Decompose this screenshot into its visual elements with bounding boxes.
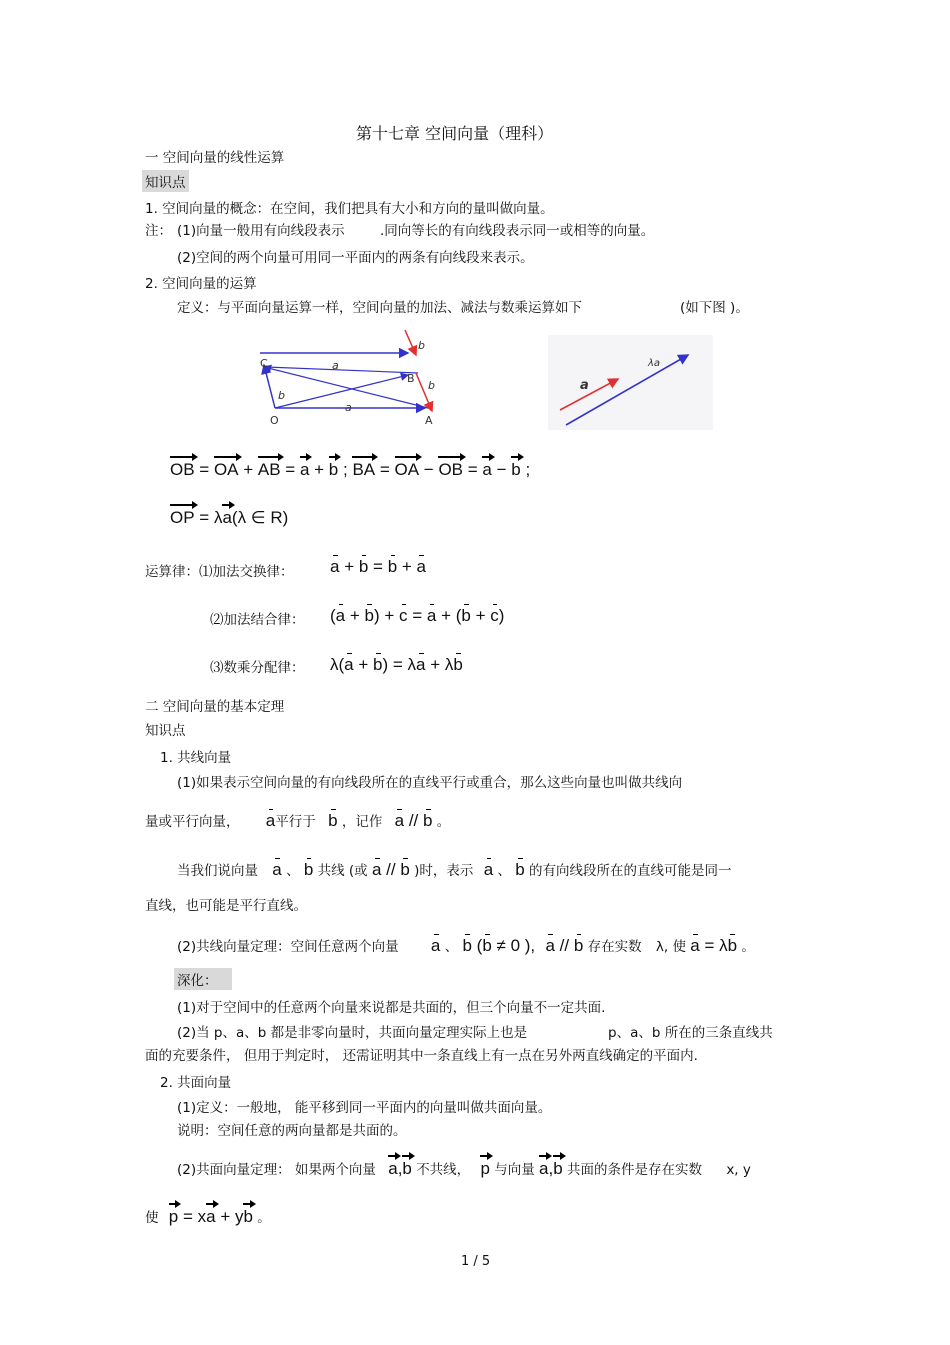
vector-line	[264, 365, 275, 408]
vector-label: b	[428, 379, 435, 392]
definition-line: (如下图 )。	[680, 300, 749, 316]
definition-line: 定义：与平面向量运算一样，空间向量的加法、减法与数乘运算如下	[177, 300, 582, 316]
paragraph: p、a、b 所在的三条直线共	[608, 1025, 773, 1041]
vector-line	[275, 375, 408, 408]
point-label: O	[270, 414, 279, 427]
vector-line	[266, 367, 418, 373]
section-heading: 一 空间向量的线性运算	[145, 150, 285, 166]
knowledge-tag: 知识点	[142, 170, 189, 192]
law-label: ⑶数乘分配律：	[210, 660, 305, 676]
vector-label: a	[332, 359, 339, 372]
law-label: ⑵加法结合律：	[210, 612, 305, 628]
paragraph: 面的充要条件， 但用于判定时， 还需证明其中一条直线上有一点在另外两直线确定的平面内.	[145, 1048, 698, 1064]
section-heading: 二 空间向量的基本定理	[145, 699, 285, 715]
vector-label: b	[418, 339, 425, 352]
vector-line	[405, 330, 416, 355]
vector-label: a	[345, 401, 352, 414]
law-associative: (a + b) + c = a + (b + c)	[330, 606, 505, 625]
paragraph: (1)对于空间中的任意两个向量来说都是共面的，但三个向量不一定共面.	[177, 1000, 606, 1016]
scalar-multiple-figure	[548, 335, 713, 430]
point-label: A	[425, 414, 433, 427]
page-title: 第十七章 空间向量（理科）	[356, 124, 554, 143]
collinear-statement: 当我们说向量 a 、 b 共线 (或 a // b )时，表示 a 、 b 的有向线段所在的直线可能是同一	[177, 860, 732, 879]
subsection-title: 1. 共线向量	[160, 750, 232, 766]
coplanar-theorem: (2)共面向量定理： 如果两个向量 a,b 不共线， p 与向量 a,b 共面的条件是存在实数 x, y	[177, 1159, 751, 1178]
collinear-theorem: (2)共线向量定理：空间任意两个向量 a 、 b (b ≠ 0 ), a // b 存在实数 λ, 使 a = λb 。	[177, 936, 755, 955]
note-line: .同向等长的有向线段表示同一或相等的向量。	[380, 223, 655, 239]
note-line: (1)向量一般用有向线段表示	[177, 223, 345, 239]
knowledge-tag: 知识点	[145, 723, 186, 739]
equation-vector-sum: OB = OA + AB = a + b ; BA = OA − OB = a − b ;	[170, 460, 531, 479]
law-commutative: a + b = b + a	[330, 557, 426, 576]
equation-scalar: OP = λa(λ ∈ R)	[170, 508, 289, 527]
law-distributive: λ(a + b) = λa + λb	[330, 655, 463, 674]
vector-label: λa	[648, 358, 661, 369]
subsection-title: 2. 共面向量	[160, 1075, 232, 1091]
point-label: B	[407, 372, 415, 385]
paragraph: (1)定义：一般地， 能平移到同一平面内的向量叫做共面向量。	[177, 1100, 552, 1116]
paragraph: 说明：空间任意的两向量都是共面的。	[177, 1123, 407, 1139]
parallelogram-figure	[250, 325, 450, 430]
paragraph: (2)当 p、a、b 都是非零向量时，共面向量定理实际上也是	[177, 1025, 528, 1041]
deepen-tag: 深化：	[174, 968, 232, 990]
paragraph: 直线，也可能是平行直线。	[145, 898, 307, 914]
note-label: 注：	[145, 223, 172, 239]
paragraph: 1. 空间向量的概念：在空间，我们把具有大小和方向的量叫做向量。	[145, 201, 554, 217]
vector-label: a	[580, 378, 589, 393]
vector-label: b	[278, 389, 285, 402]
paragraph: 2. 空间向量的运算	[145, 276, 257, 292]
point-label: C	[260, 357, 268, 370]
law-label: 运算律：⑴加法交换律：	[145, 564, 294, 580]
page-number: 1 / 5	[461, 1254, 491, 1269]
collinear-line: 量或平行向量， a平行于 b ，记作 a // b 。	[145, 811, 451, 830]
note-line: (2)空间的两个向量可用同一平面内的两条有向线段来表示。	[177, 250, 534, 266]
coplanar-equation: 使 p = xa + yb 。	[145, 1207, 271, 1226]
paragraph: (1)如果表示空间向量的有向线段所在的直线平行或重合，那么这些向量也叫做共线向	[177, 775, 683, 791]
